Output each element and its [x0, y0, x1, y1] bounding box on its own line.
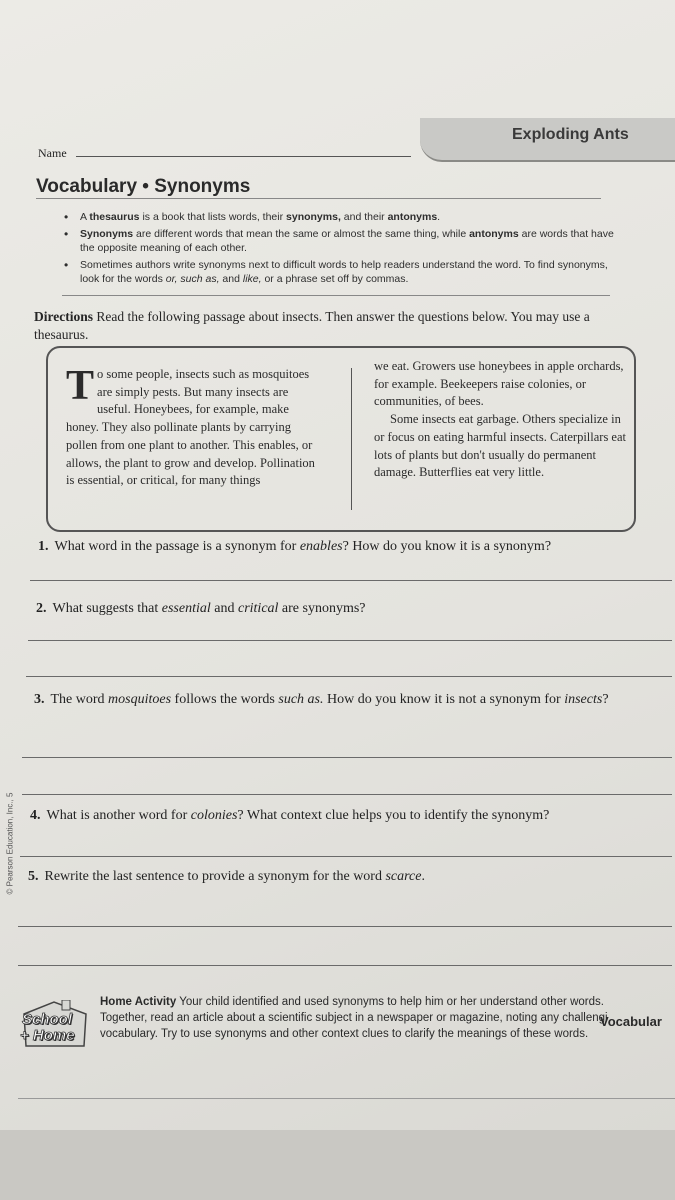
- bullet-item: • Synonyms are different words that mean the same or almost the same thing, while antonyms are words that have the opposite meaning of each other.: [62, 227, 622, 255]
- footer-label: Vocabular: [600, 1014, 662, 1029]
- directions: Directions Read the following passage about insects. Then answer the questions below. You may use a thesaurus.: [34, 309, 590, 342]
- column-divider: [351, 368, 352, 510]
- answer-line[interactable]: [26, 676, 672, 677]
- copyright-notice: © Pearson Education, Inc., 5: [5, 792, 15, 895]
- passage-column-1: To some people, insects such as mosquitoes are simply pests. But many insects are useful. Honeybees, for example, make honey. They also pollinate plants by carrying pollen from one plant to another. This enables, or allows, the plant to grow and develop. Pollination is essential, or critical, for many things: [66, 363, 315, 488]
- school-home-logo: [18, 1000, 92, 1048]
- logo-text-school: School: [22, 1011, 73, 1028]
- name-field-line[interactable]: [76, 156, 411, 157]
- instruction-bullets: [62, 210, 622, 289]
- drop-cap: T: [66, 363, 95, 409]
- passage-column-2: we eat. Growers use honeybees in apple orchards, for example. Beekeepers raise colonies, or communities, of bees. Some insects eat garbage. Others specialize in or focus on eating harmful insects. Caterpillars eat lots of plants but don't usually do permanent damage. Butterflies eat very little.: [374, 359, 627, 480]
- answer-line[interactable]: [30, 580, 672, 581]
- question-4: 4. What is another word for colonies? What context clue helps you to identify the synonym?: [30, 808, 550, 823]
- answer-line[interactable]: [18, 965, 672, 966]
- divider: [36, 198, 601, 199]
- answer-line[interactable]: [28, 640, 672, 641]
- answer-line[interactable]: [22, 794, 672, 795]
- question-1: 1. What word in the passage is a synonym for enables? How do you know it is a synonym?: [38, 539, 552, 554]
- bullet-item: • A thesaurus is a book that lists words, their synonyms, and their antonyms.: [62, 210, 622, 224]
- home-activity-note: Home Activity Your child identified and used synonyms to help him or her understand other words. Together, read an article about a scientific subject in a newspaper or magazine, noting any challengi vocabulary. Try to use synonyms and other context clues to clarify the meanings of these words.: [100, 996, 608, 1040]
- answer-line[interactable]: [22, 757, 672, 758]
- bullet-item: • Sometimes authors write synonyms next to difficult words to help readers understand the word. To find synonyms, look for the words or, such as, and like, or a phrase set off by commas.: [62, 258, 622, 286]
- question-3: 3. The word mosquitoes follows the words such as. How do you know it is not a synonym for insects?: [34, 692, 609, 707]
- divider: [18, 1098, 675, 1099]
- question-5: 5. Rewrite the last sentence to provide a synonym for the word scarce.: [28, 869, 425, 884]
- question-2: 2. What suggests that essential and critical are synonyms?: [36, 601, 366, 616]
- divider: [62, 295, 610, 296]
- table-surface: [0, 1130, 675, 1200]
- answer-line[interactable]: [18, 926, 672, 927]
- answer-line[interactable]: [20, 856, 672, 857]
- page-title: Vocabulary • Synonyms: [36, 176, 251, 197]
- logo-text-home: + Home: [20, 1027, 75, 1044]
- story-title: Exploding Ants: [512, 126, 629, 143]
- name-label: Name: [38, 146, 67, 160]
